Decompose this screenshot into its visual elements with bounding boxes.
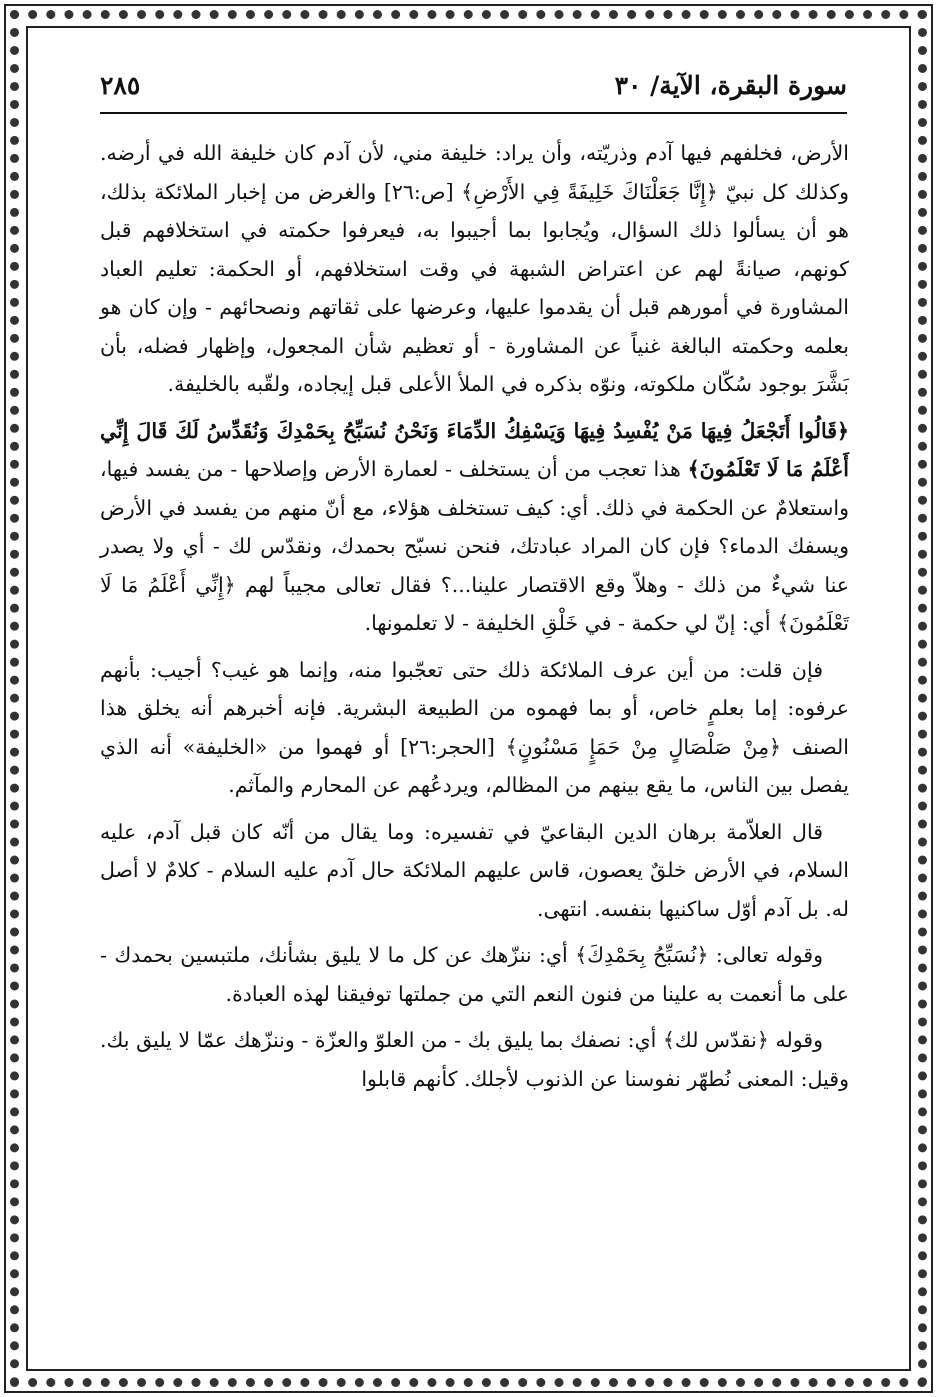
paragraph-text: فإن قلت: من أين عرف الملائكة ذلك حتى تعجّبوا منه، وإنما هو غيب؟ أجيب: بأنهم عرفوه: إما بعلمٍ خاص، أو بما فهموه من الطبيعة البشرية. فإنه أخبرهم أنه يخلق هذا الصنف ﴿مِنْ صَلْصَالٍ مِنْ حَمَإٍ مَسْنُونٍ﴾ [الحجر:٢٦] أو فهموا من «الخليفة» أنه الذي يفصل بين الناس، ما يقع بينهم من المظالم، ويردعُهم عن المحارم والمآثم. bbox=[100, 657, 849, 797]
page-header bbox=[100, 68, 847, 108]
page-number: ٢٨٥ bbox=[100, 71, 141, 100]
quran-verse: ﴿قَالُوا أَتَجْعَلُ فِيهَا مَنْ يُفْسِدُ فِيهَا وَيَسْفِكُ الدِّمَاءَ وَنَحْنُ نُسَبِّحُ بِحَمْدِكَ وَنُقَدِّسُ لَكَ قَالَ إِنِّي أَعْلَمُ مَا لَا تَعْلَمُونَ﴾ bbox=[100, 418, 849, 481]
paragraph-text: الأرض، فخلفهم فيها آدم وذريّته، وأن يراد: خليفة مني، لأن آدم كان خليفة الله في أرضه. وكذلك كل نبيّ ﴿إِنَّا جَعَلْنَاكَ خَلِيفَةً فِي الأَرْضِ﴾ [ص:٢٦] والغرض من إخبار الملائكة بذلك، هو أن يسألوا ذلك السؤال، ويُجابوا بما أجيبوا به، فيعرفوا حكمته في استخلافهم قبل كونهم، صيانةً لهم عن اعتراض الشبهة في وقت استخلافهم، أو الحكمة: تعليم العباد المشاورة في أمورهم قبل أن يقدموا عليها، وعرضها على ثقاتهم ونصحائهم - وإن كان هو بعلمه وحكمته البالغة غنياً عن المشاورة - أو تعظيم شأن المجعول، وإظهار فضله، بأن بَشَّرَ بوجود سُكّان ملكوته، ونوّه بذكره في الملأ الأعلى قبل إيجاده، ولقّبه بالخليفة. bbox=[100, 141, 849, 396]
header-rule bbox=[100, 112, 847, 114]
paragraph bbox=[100, 412, 849, 643]
paragraph bbox=[100, 134, 849, 404]
paragraph bbox=[100, 1021, 849, 1098]
body-text bbox=[100, 134, 849, 1106]
running-title: سورة البقرة، الآية/ ٣٠ bbox=[614, 71, 847, 100]
paragraph-text: وقوله تعالى: ﴿نُسَبِّحُ بِحَمْدِكَ﴾ أي: ننزّهك عن كل ما لا يليق بشأنك، ملتبسين بحمدك - على ما أنعمت به علينا من فنون النعم التي من جملتها توفيقنا لهذه العبادة. bbox=[100, 943, 849, 1006]
paragraph-text: وقوله ﴿نقدّس لك﴾ أي: نصفك بما يليق بك - من العلوّ والعزّة - وننزّهك عمّا لا يليق بك. وقيل: المعنى نُطهّر نفوسنا عن الذنوب لأجلك. كأنهم قابلوا bbox=[100, 1028, 849, 1091]
paragraph-text: قال العلاّمة برهان الدين البقاعيّ في تفسيره: وما يقال من أنّه كان قبل آدم، عليه السلام، في الأرض خلقٌ يعصون، قاس عليهم الملائكة حال آدم عليه السلام - كلامٌ لا أصل له. بل آدم أوّل ساكنيها بنفسه. انتهى. bbox=[100, 819, 849, 921]
paragraph-text: هذا تعجب من أن يستخلف - لعمارة الأرض وإصلاحها - من يفسد فيها، واستعلامٌ عن الحكمة في ذلك. أي: كيف تستخلف هؤلاء، مع أنّ منهم من يفسد في الأرض ويسفك الدماء؟ فإن كان المراد عبادتك، فنحن نسبّح بحمدك، ونقدّس لك - أي ولا يصدر عنا شيءٌ من ذلك - وهلاّ وقع الاقتصار علينا...؟ فقال تعالى مجيباً لهم ﴿إِنِّي أَعْلَمُ مَا لَا تَعْلَمُونَ﴾ أي: إنّ لي حكمة - في خَلْقِ الخليفة - لا تعلمونها. bbox=[100, 457, 849, 635]
paragraph bbox=[100, 936, 849, 1013]
paragraph bbox=[100, 651, 849, 805]
paragraph bbox=[100, 813, 849, 929]
